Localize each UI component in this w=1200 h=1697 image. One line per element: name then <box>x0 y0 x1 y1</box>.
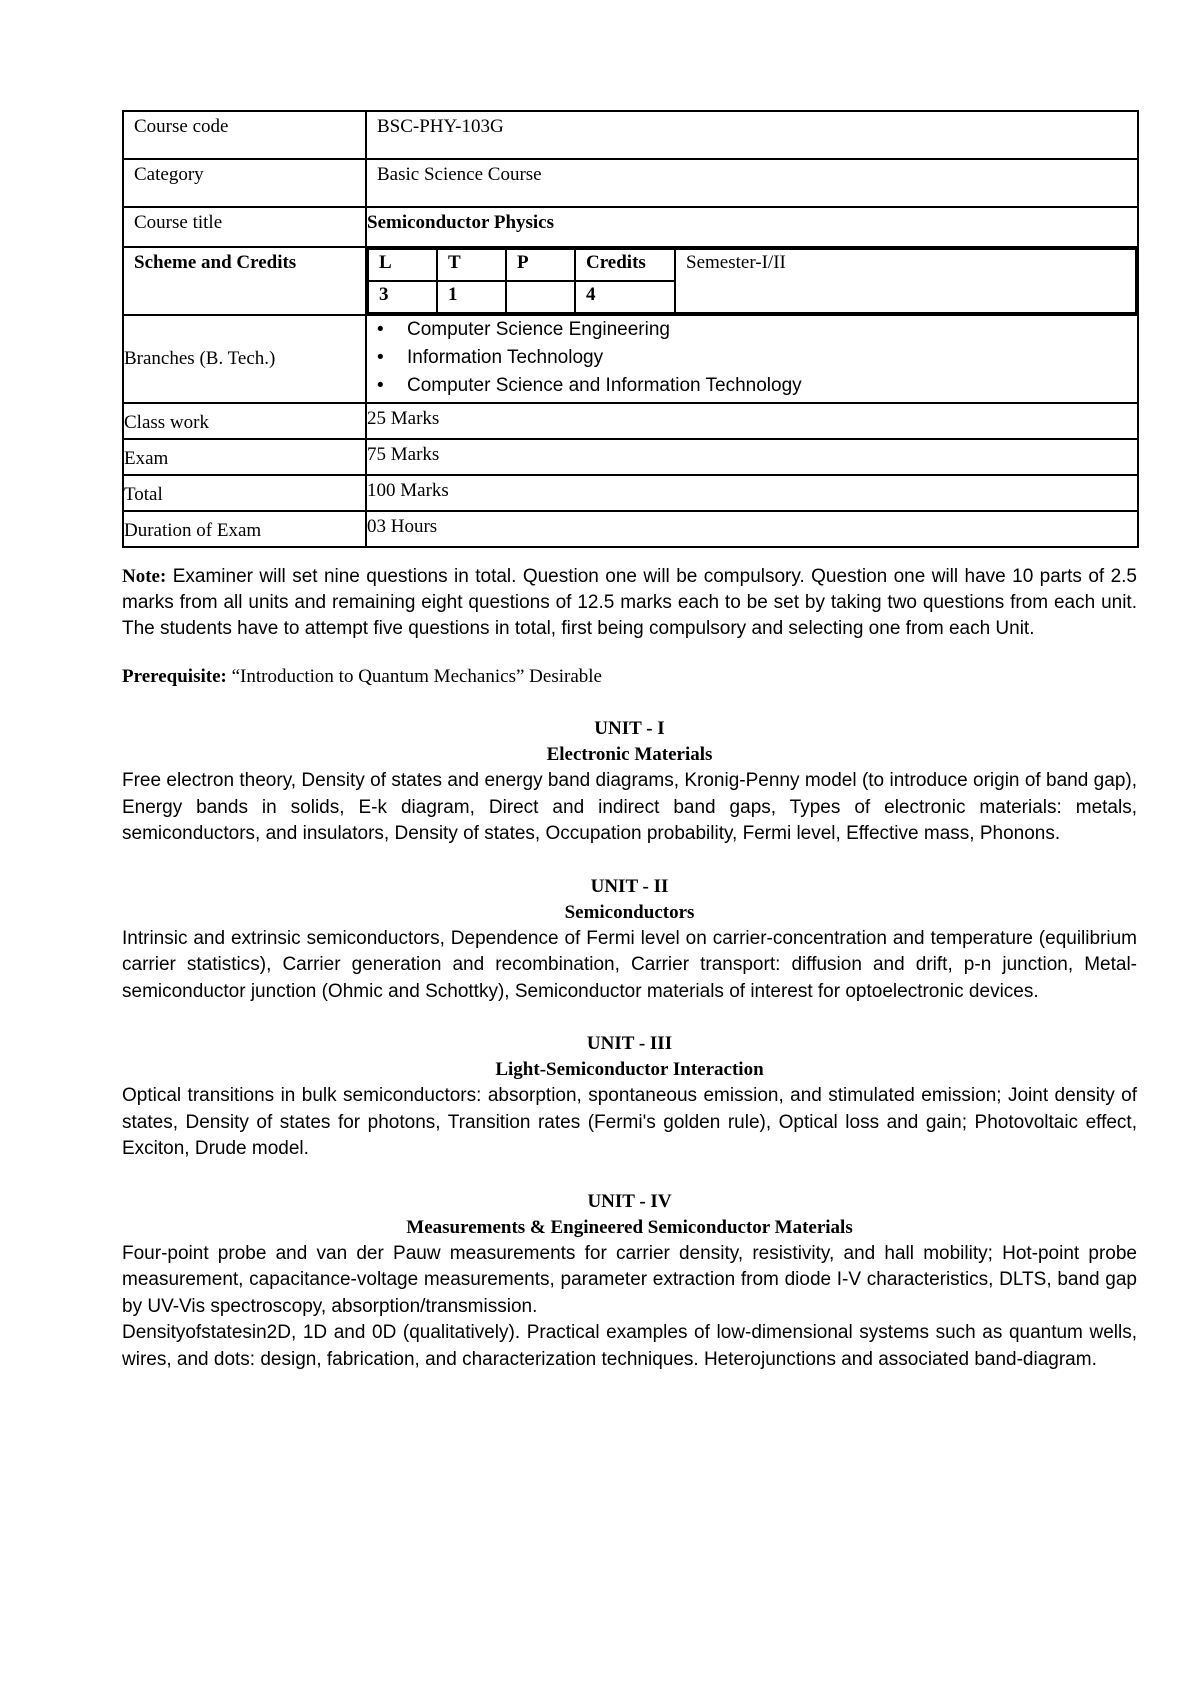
branches-cell <box>366 315 1138 403</box>
course-title-label: Course title <box>123 207 366 247</box>
category-value: Basic Science Course <box>366 159 1138 207</box>
class-work-label: Class work <box>123 403 366 439</box>
unit-title: UNIT - IV <box>587 1190 672 1212</box>
course-info-table <box>122 110 1139 548</box>
unit-subtitle: Measurements & Engineered Semiconductor Materials <box>406 1216 853 1238</box>
class-work-value: 25 Marks <box>366 403 1138 439</box>
scheme-row <box>123 247 1138 315</box>
semester-value: Semester-I/II <box>675 249 1136 313</box>
duration-label: Duration of Exam <box>123 511 366 547</box>
duration-row <box>123 511 1138 547</box>
unit-subtitle: Semiconductors <box>564 901 695 923</box>
unit-content: Optical transitions in bulk semiconductors: absorption, spontaneous emission, and stimulated emission; Joint density of states, Density of states for photons, Transition rates (Fermi's golden rule), Optical loss and gain; Photovoltaic effect, Exciton, Drude model. <box>122 1085 1137 1159</box>
unit-section <box>122 1031 1137 1163</box>
course-code-row <box>123 111 1138 159</box>
prerequisite <box>122 664 1137 690</box>
unit-content: Free electron theory, Density of states and energy band diagrams, Kronig-Penny model (to introduce origin of band gap), Energy bands in solids, E-k diagram, Direct and indirect band gaps, Types of electronic materials: metals, semiconductors, and insulators, Density of states, Occupation probability, Fermi level, Effective mass, Phonons. <box>122 770 1137 844</box>
scheme-table <box>367 248 1137 314</box>
branches-list <box>367 316 1137 400</box>
scheme-value-t: 1 <box>437 281 506 313</box>
category-row <box>123 159 1138 207</box>
branch-item: • Information Technology <box>407 344 1137 372</box>
scheme-value-p <box>506 281 575 313</box>
unit-content: Densityofstatesin2D, 1D and 0D (qualitatively). Practical examples of low-dimensional systems such as quantum wells, wires, and dots: design, fabrication, and characterization techniques. Heterojunctions and associated band-diagram. <box>122 1322 1137 1370</box>
total-label: Total <box>123 475 366 511</box>
branches-row <box>123 315 1138 403</box>
prerequisite-label: Prerequisite: <box>122 666 227 687</box>
branch-item: • Computer Science and Information Technology <box>407 372 1137 400</box>
note-text: Examiner will set nine questions in total. Question one will be compulsory. Question one will have 10 parts of 2.5 marks from all units and remaining eight questions of 12.5 marks each to be set by taking two questions from each unit. The students have to attempt five questions in total, first being compulsory and selecting one from each Unit. <box>122 566 1137 639</box>
unit-content: Four-point probe and van der Pauw measurements for carrier density, resistivity, and hall mobility; Hot-point probe measurement, capacitance-voltage measurements, parameter extraction from diode I-V characteristics, DLTS, band gap by UV-Vis spectroscopy, absorption/transmission. <box>122 1242 1137 1317</box>
exam-value: 75 Marks <box>366 439 1138 475</box>
unit-subtitle: Electronic Materials <box>546 744 713 765</box>
scheme-cell <box>366 247 1138 315</box>
scheme-value-l: 3 <box>368 281 437 313</box>
unit-content: Intrinsic and extrinsic semiconductors, Dependence of Fermi level on carrier-concentration and temperature (equilibrium carrier statistics), Carrier generation and recombination, Carrier transport: diffusion and drift, p-n junction, Metal-semiconductor junction (Ohmic and Schottky), Semiconductor materials of interest for optoelectronic devices. <box>122 927 1137 1002</box>
unit-title: UNIT - III <box>586 1033 673 1054</box>
prerequisite-text: “Introduction to Quantum Mechanics” Desirable <box>231 666 602 687</box>
duration-value: 03 Hours <box>366 511 1138 547</box>
class-work-row <box>123 403 1138 439</box>
syllabus-page <box>122 110 1137 1373</box>
unit-subtitle: Light-Semiconductor Interaction <box>495 1059 764 1080</box>
exam-row <box>123 439 1138 475</box>
unit-title: UNIT - II <box>590 875 669 897</box>
scheme-header-l: L <box>368 249 437 281</box>
category-label: Category <box>123 159 366 207</box>
unit-section <box>122 1189 1137 1374</box>
branch-item: • Computer Science Engineering <box>407 316 1137 344</box>
branches-label: Branches (B. Tech.) <box>123 315 366 403</box>
course-code-label: Course code <box>123 111 366 159</box>
course-title-row <box>123 207 1138 247</box>
unit-section <box>122 874 1137 1006</box>
course-title-value: Semiconductor Physics <box>366 207 1138 247</box>
course-code-value: BSC-PHY-103G <box>366 111 1138 159</box>
scheme-label: Scheme and Credits <box>123 247 366 315</box>
exam-note <box>122 564 1137 642</box>
scheme-header-p: P <box>506 249 575 281</box>
scheme-header-credits: Credits <box>575 249 675 281</box>
exam-label: Exam <box>123 439 366 475</box>
note-label: Note: <box>122 566 167 587</box>
total-row <box>123 475 1138 511</box>
scheme-header-t: T <box>437 249 506 281</box>
total-value: 100 Marks <box>366 475 1138 511</box>
unit-title: UNIT - I <box>594 718 665 739</box>
scheme-value-credits: 4 <box>575 281 675 313</box>
unit-section <box>122 716 1137 848</box>
